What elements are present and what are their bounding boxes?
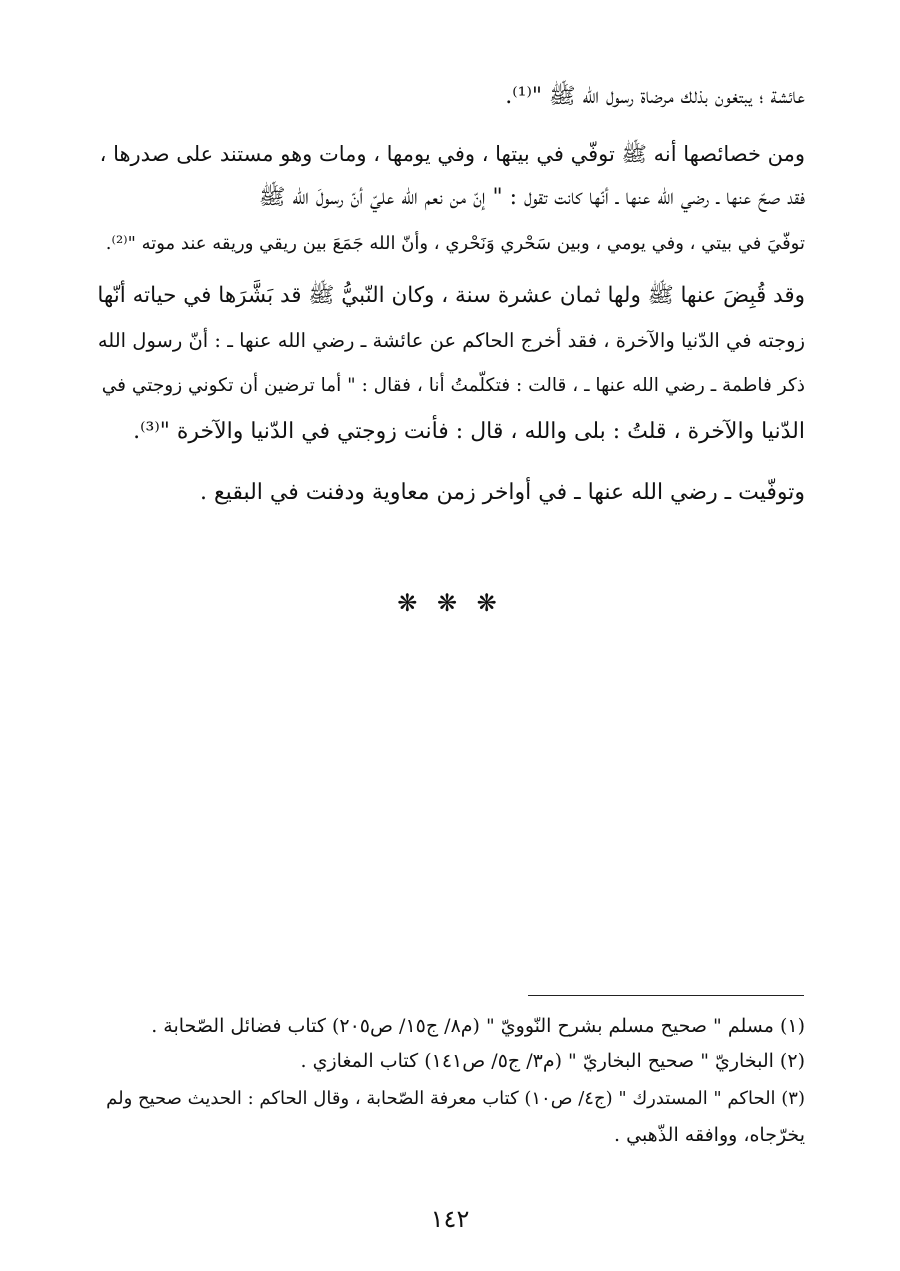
- footnote-separator: [528, 995, 804, 996]
- body-line-1: عائشة ؛ يبتغون بذلك مرضاة رسول الله ﷺ "⁽¹⁾.: [505, 84, 805, 109]
- body-line-4: توفّيَ في بيتي ، وفي يومي ، وبين سَحْري وَنَحْري ، وأنّ الله جَمَعَ بين ريقي وريقه عند موته "⁽²⁾.: [105, 233, 805, 254]
- footnote-3-continuation: يخرّجاه، ووافقه الذّهبي .: [614, 1124, 805, 1146]
- section-divider-stars: ❋ ❋ ❋: [397, 589, 503, 617]
- body-line-6: زوجته في الدّنيا والآخرة ، فقد أخرج الحاكم عن عائشة ـ رضي الله عنها ـ : أنّ رسول الله: [97, 329, 805, 352]
- body-line-9: وتوفّيت ـ رضي الله عنها ـ في أواخر زمن معاوية ودفنت في البقيع .: [199, 480, 805, 505]
- body-line-2: ومن خصائصها أنه ﷺ توفّي في بيتها ، وفي يومها ، ومات وهو مستند على صدرها ،: [99, 142, 805, 166]
- page-number: ١٤٢: [430, 1205, 470, 1233]
- body-line-5: وقد قُبِضَ عنها ﷺ ولها ثمان عشرة سنة ، وكان النّبيُّ ﷺ قد بَشَّرَها في حياته أنّها: [97, 283, 805, 308]
- footnote-1: (١) مسلم " صحيح مسلم بشرح النّوويّ " (م٨/ ج١٥/ ص٢٠٥) كتاب فضائل الصّحابة .: [151, 1015, 805, 1037]
- footnote-3: (٣) الحاكم " المستدرك " (ج٤/ ص١٠) كتاب معرفة الصّحابة ، وقال الحاكم : الحديث صحيح ولم: [106, 1088, 805, 1109]
- footnote-2: (٢) البخاريّ " صحيح البخاريّ " (م٣/ ج٥/ ص١٤١) كتاب المغازي .: [300, 1050, 805, 1072]
- body-line-3: فقد صحّ عنها ـ رضي الله عنها ـ أنّها كانت تقول : " إنّ من نعم الله عليّ أنّ رسولَ الله ﷺ: [258, 185, 805, 210]
- body-line-7: ذكر فاطمة ـ رضي الله عنها ـ ، قالت : فتكلّمتُ أنا ، فقال : " أما ترضين أن تكوني زوجتي في: [101, 375, 805, 396]
- body-line-8: الدّنيا والآخرة ، قلتُ : بلى والله ، قال : فأنت زوجتي في الدّنيا والآخرة "⁽³⁾.: [133, 419, 805, 444]
